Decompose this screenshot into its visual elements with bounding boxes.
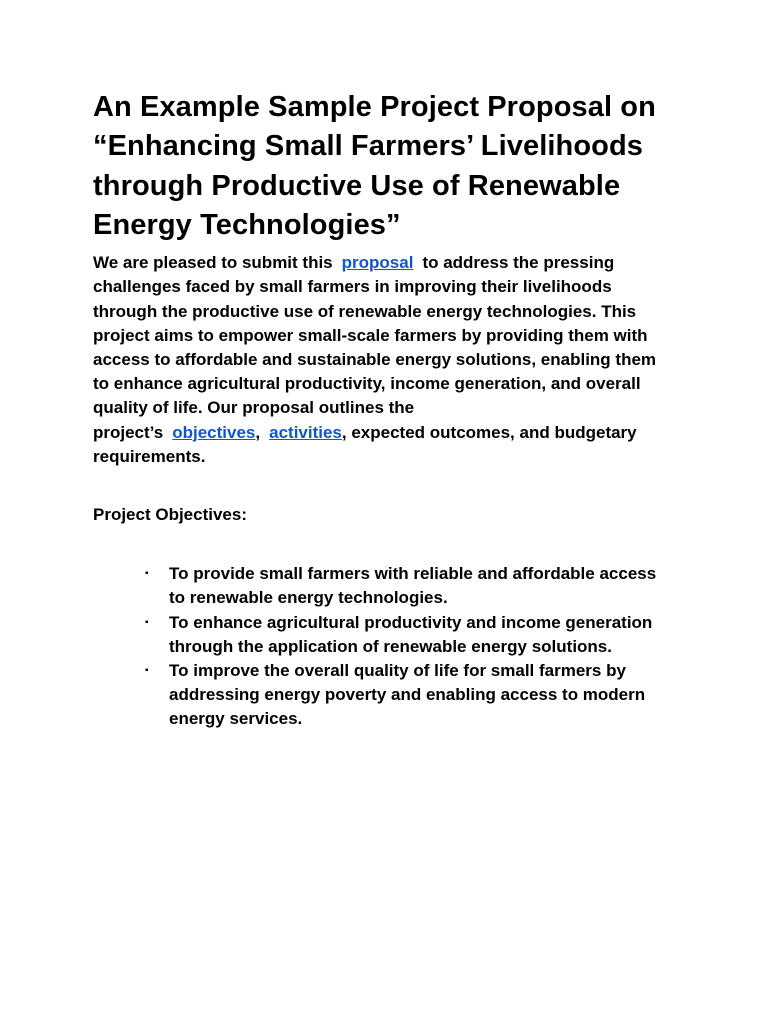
intro-separator: , (255, 422, 261, 442)
intro-text-3: project’s (93, 422, 164, 442)
proposal-link[interactable]: proposal (341, 253, 414, 273)
objective-text: To improve the overall quality of life for small farmers by addressing energy poverty and enabling access to modern energy services. (169, 661, 646, 729)
list-item (93, 562, 659, 610)
intro-text-4: , expected outcomes, and budgetary requirements. (93, 422, 637, 466)
intro-paragraph (93, 251, 673, 469)
objective-text: To enhance agricultural productivity and income generation through the application of renewable energy solutions. (169, 612, 653, 656)
objectives-link[interactable]: objectives (172, 422, 256, 442)
bullet-icon: ▪ (145, 616, 149, 628)
document-title: An Example Sample Project Proposal on “Enhancing Small Farmers’ Livelihoods through Productive Use of Renewable Energy Technologies” (93, 91, 656, 241)
objectives-heading: Project Objectives: (93, 505, 248, 525)
intro-text-1: We are pleased to submit this (93, 253, 333, 273)
bullet-icon: ▪ (145, 568, 149, 580)
objectives-list (93, 562, 683, 731)
bullet-icon: ▪ (145, 665, 149, 677)
list-item (93, 659, 659, 732)
objective-text: To provide small farmers with reliable and affordable access to renewable energy technologies. (169, 564, 657, 608)
activities-link[interactable]: activities (269, 422, 342, 442)
list-item (93, 611, 659, 659)
intro-text-2: to address the pressing challenges faced by small farmers in improving their livelihoods through the productive use of renewable energy technologies. This project aims to empower small-scale farmers by providing them with access to affordable and sustainable energy solutions, enabling them to enhance agricultural productivity, income generation, and overall quality of life. Our proposal outlines the (93, 253, 657, 418)
document-page (93, 88, 683, 732)
